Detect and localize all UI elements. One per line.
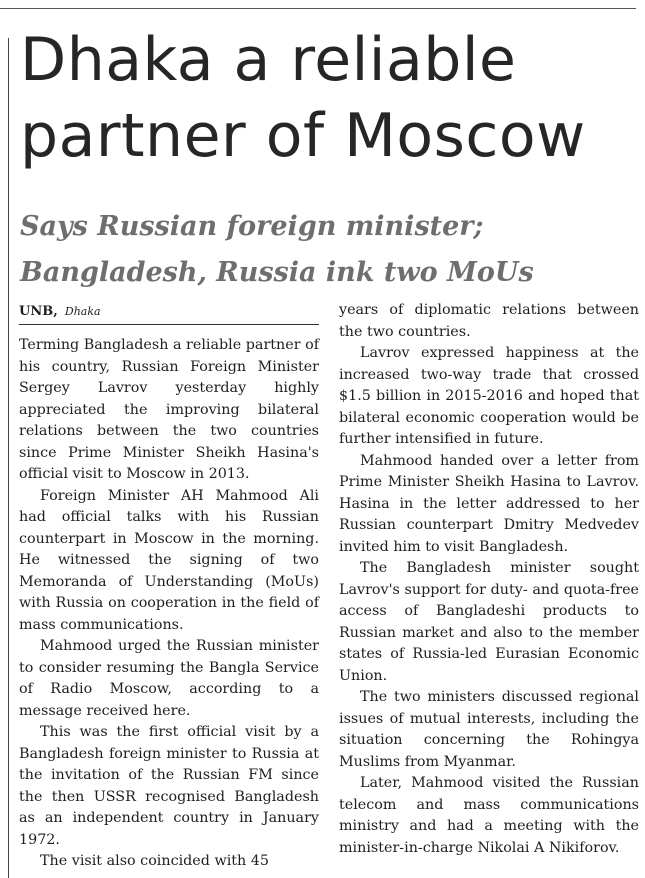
paragraph: The Bangladesh minister sought Lavrov's support for duty- and quota-free access of Bangladeshi products to Russian market and also to the member states of Russia-led Eurasian Economic Union.	[339, 560, 639, 684]
paragraph: years of diplomatic relations between the two countries.	[339, 302, 639, 340]
byline-place: Dhaka	[64, 305, 101, 318]
paragraph: Terming Bangladesh a reliable partner of his country, Russian Foreign Minister Sergey Lavrov yesterday highly appreciated the improving bilateral relations between the two countries since Prime Minister Sheikh Hasina's official visit to Moscow in 2013.	[19, 337, 319, 482]
subheadline: Says Russian foreign minister; Bangladesh, Russia ink two MoUs	[20, 211, 534, 288]
paragraph: Mahmood handed over a letter from Prime Minister Sheikh Hasina to Lavrov. Hasina in the letter addressed to her Russian counterpart Dmitry Medvedev invited him to visit Bangladesh.	[339, 452, 639, 555]
paragraph: The visit also coincided with 45	[40, 853, 269, 869]
headline: Dhaka a reliable partner of Moscow	[20, 25, 586, 171]
paragraph: Foreign Minister AH Mahmood Ali had official talks with his Russian counterpart in Moscow in the morning. He witnessed the signing of two Memoranda of Understanding (MoUs) with Russia on cooperation in the field of mass communications.	[19, 487, 319, 633]
article-column-1	[19, 303, 319, 873]
byline-agency: UNB,	[19, 304, 58, 319]
column-rule	[8, 38, 9, 878]
paragraph: Lavrov expressed happiness at the increased two-way trade that crossed $1.5 billion in 2015-2016 and hoped that bilateral economic cooperation would be further intensified in future.	[339, 345, 639, 447]
paragraph: Mahmood urged the Russian minister to consider resuming the Bangla Service of Radio Moscow, according to a message received here.	[19, 638, 319, 719]
paragraph: This was the first official visit by a Bangladesh foreign minister to Russia at the invitation of the Russian FM since the then USSR recognised Bangladesh as an independent country in January 1972.	[19, 724, 319, 848]
article-column-2	[339, 300, 639, 859]
paragraph: The two ministers discussed regional issues of mutual interests, including the situation concerning the Rohingya Muslims from Myanmar.	[339, 689, 639, 770]
top-rule	[0, 8, 636, 9]
paragraph: Later, Mahmood visited the Russian telecom and mass communications ministry and had a meeting with the minister-in-charge Nikolai A Nikiforov.	[339, 775, 639, 856]
byline	[19, 303, 319, 325]
